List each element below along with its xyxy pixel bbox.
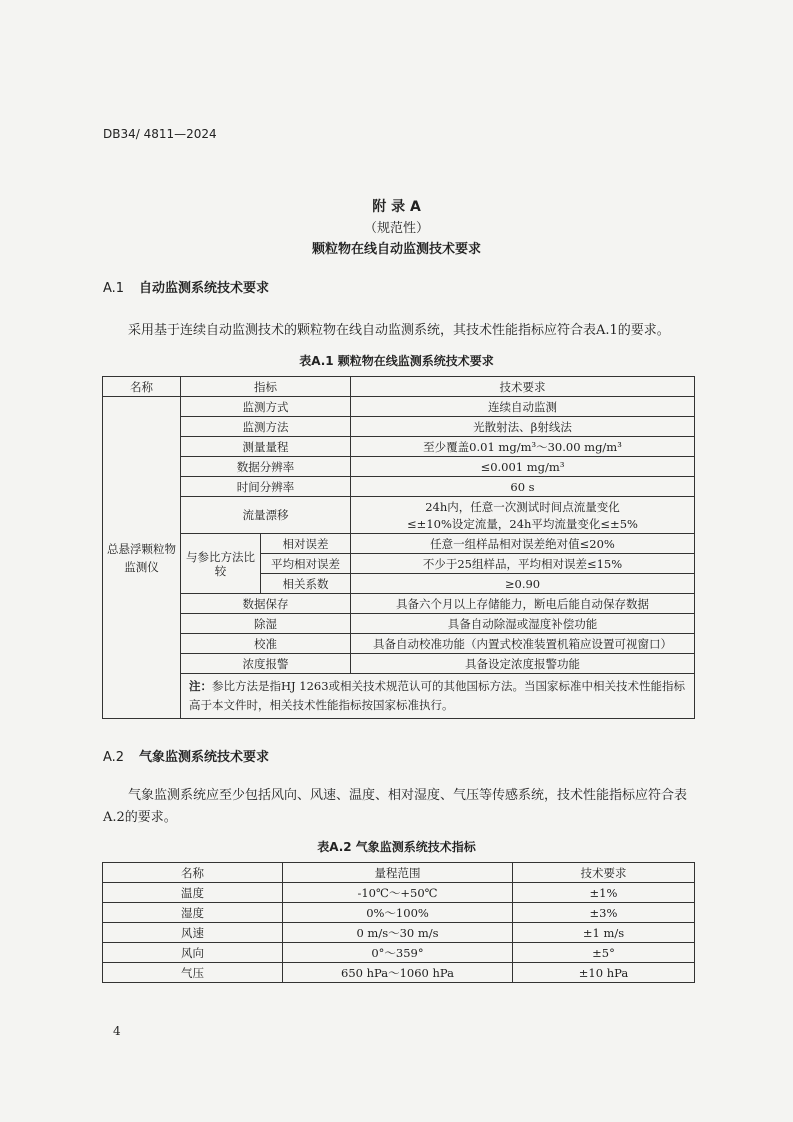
table-a1-caption: 表A.1 颗粒物在线监测系统技术要求 <box>299 354 494 368</box>
indicator-cell: 监测方法 <box>181 417 351 437</box>
table-header-row <box>103 377 695 397</box>
requirement-line: 24h内，任意一次测试时间点流量变化 <box>425 499 620 514</box>
device-name-line: 总悬浮颗粒物 <box>107 541 176 556</box>
table-header-cell: 技术要求 <box>513 863 695 883</box>
requirement-cell: 具备设定浓度报警功能 <box>351 654 695 674</box>
table-a1 <box>102 376 695 719</box>
name-cell: 温度 <box>103 883 283 903</box>
section-title: 自动监测系统技术要求 <box>139 281 270 296</box>
section-a2-paragraph: 气象监测系统应至少包括风向、风速、温度、相对湿度、气压等传感系统，技术性能指标应符合表A.2的要求。 <box>103 788 688 825</box>
indicator-cell: 流量漂移 <box>181 497 351 534</box>
requirement-cell: 不少于25组样品，平均相对误差≤15% <box>351 554 695 574</box>
table-row <box>103 883 695 903</box>
table-row <box>103 963 695 983</box>
indicator-cell: 平均相对误差 <box>261 554 351 574</box>
table-header-cell: 量程范围 <box>283 863 513 883</box>
device-name-line: 监测仪 <box>124 559 159 574</box>
table-row <box>103 534 695 554</box>
table-row <box>103 497 695 534</box>
requirement-cell: 任意一组样品相对误差绝对值≤20% <box>351 534 695 554</box>
table-row <box>103 437 695 457</box>
section-number: A.1 <box>103 281 125 296</box>
table-row <box>103 943 695 963</box>
requirement-cell: ≥0.90 <box>351 574 695 594</box>
table-note-row <box>103 674 695 719</box>
requirement-cell: 至少覆盖0.01 mg/m³～30.00 mg/m³ <box>351 437 695 457</box>
indicator-cell: 监测方式 <box>181 397 351 417</box>
name-cell: 风向 <box>103 943 283 963</box>
appendix-subtitle: 颗粒物在线自动监测技术要求 <box>311 242 481 257</box>
appendix-type: （规范性） <box>363 221 429 236</box>
document-id: DB34/ 4811—2024 <box>103 127 217 141</box>
indicator-cell: 时间分辨率 <box>181 477 351 497</box>
requirement-cell: ±1% <box>513 883 695 903</box>
range-cell: 0%～100% <box>283 903 513 923</box>
table-row <box>103 417 695 437</box>
requirement-cell <box>351 497 695 534</box>
indicator-cell: 除湿 <box>181 614 351 634</box>
table-header-row <box>103 863 695 883</box>
page-number: 4 <box>113 1024 121 1038</box>
table-a2 <box>102 862 695 983</box>
range-cell: 650 hPa～1060 hPa <box>283 963 513 983</box>
name-cell: 风速 <box>103 923 283 943</box>
section-a2-heading <box>103 746 269 765</box>
indicator-cell: 浓度报警 <box>181 654 351 674</box>
name-cell: 湿度 <box>103 903 283 923</box>
table-header-cell: 技术要求 <box>351 377 695 397</box>
requirement-line: ≤±10%设定流量，24h平均流量变化≤±5% <box>407 516 638 531</box>
table-header-cell: 名称 <box>103 377 181 397</box>
requirement-cell: ±1 m/s <box>513 923 695 943</box>
table-header-cell: 指标 <box>181 377 351 397</box>
table-row <box>103 397 695 417</box>
range-cell: 0 m/s～30 m/s <box>283 923 513 943</box>
indicator-cell: 测量量程 <box>181 437 351 457</box>
table-row <box>103 903 695 923</box>
section-title: 气象监测系统技术要求 <box>139 750 270 765</box>
requirement-cell: ≤0.001 mg/m³ <box>351 457 695 477</box>
section-a1-heading <box>103 277 269 296</box>
indicator-cell: 数据保存 <box>181 594 351 614</box>
table-row <box>103 654 695 674</box>
indicator-cell: 相对误差 <box>261 534 351 554</box>
comparison-group-cell: 与参比方法比较 <box>181 534 261 594</box>
section-number: A.2 <box>103 750 125 765</box>
requirement-cell: 具备自动校准功能（内置式校准装置机箱应设置可视窗口） <box>351 634 695 654</box>
table-row <box>103 477 695 497</box>
device-name-cell <box>103 397 181 719</box>
requirement-cell: 60 s <box>351 477 695 497</box>
table-row <box>103 594 695 614</box>
table-row <box>103 923 695 943</box>
table-header-cell: 名称 <box>103 863 283 883</box>
requirement-cell: ±5° <box>513 943 695 963</box>
name-cell: 气压 <box>103 963 283 983</box>
indicator-cell: 相关系数 <box>261 574 351 594</box>
appendix-title: 附 录 A <box>372 199 421 215</box>
requirement-cell: ±10 hPa <box>513 963 695 983</box>
requirement-cell: 光散射法、β射线法 <box>351 417 695 437</box>
indicator-cell: 数据分辨率 <box>181 457 351 477</box>
requirement-cell: 具备自动除湿或湿度补偿功能 <box>351 614 695 634</box>
indicator-cell: 校准 <box>181 634 351 654</box>
requirement-cell: 具备六个月以上存储能力，断电后能自动保存数据 <box>351 594 695 614</box>
table-row <box>103 457 695 477</box>
requirement-cell: ±3% <box>513 903 695 923</box>
section-a1-paragraph: 采用基于连续自动监测技术的颗粒物在线自动监测系统，其技术性能指标应符合表A.1的要求。 <box>128 323 670 338</box>
table-row <box>103 614 695 634</box>
table-a2-caption: 表A.2 气象监测系统技术指标 <box>317 840 476 854</box>
table-row <box>103 634 695 654</box>
table-note <box>181 674 695 719</box>
note-label: 注： <box>189 679 212 693</box>
note-text: 参比方法是指HJ 1263或相关技术规范认可的其他国标方法。当国家标准中相关技术性能指标高于本文件时，相关技术性能指标按国家标准执行。 <box>189 679 686 712</box>
range-cell: 0°～359° <box>283 943 513 963</box>
range-cell: -10℃～+50℃ <box>283 883 513 903</box>
requirement-cell: 连续自动监测 <box>351 397 695 417</box>
